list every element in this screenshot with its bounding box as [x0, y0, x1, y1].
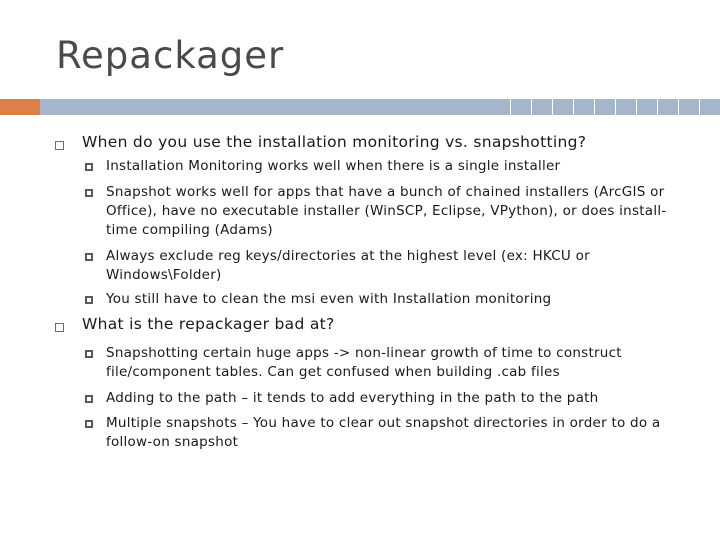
section-heading: When do you use the installation monitoring vs. snapshotting?	[82, 133, 587, 151]
bullet-line: Snapshot works well for apps that have a bunch of chained installers (ArcGIS or	[106, 184, 665, 200]
bullet-line: follow-on snapshot	[106, 434, 239, 450]
bullet-line: You still have to clean the msi even with Installation monitoring	[106, 291, 552, 307]
accent-cell	[636, 99, 657, 115]
accent-cell	[594, 99, 615, 115]
hollow-square-bullet-icon	[55, 141, 64, 150]
bullet-line: Multiple snapshots – You have to clear out snapshot directories in order to do a	[106, 415, 661, 431]
title-accent-bar-orange	[0, 99, 40, 115]
bullet-line: Adding to the path – it tends to add everything in the path to the path	[106, 390, 599, 406]
bullet-line: Office), have no executable installer (WinSCP, Eclipse, VPython), or does install-	[106, 203, 667, 219]
bullet-line: Snapshotting certain huge apps -> non-linear growth of time to construct	[106, 345, 622, 361]
accent-cell	[531, 99, 552, 115]
accent-cell	[678, 99, 699, 115]
accent-cell	[510, 99, 531, 115]
accent-bar-cells	[510, 99, 720, 115]
accent-cell	[657, 99, 678, 115]
accent-cell	[615, 99, 636, 115]
square-bullet-icon	[85, 296, 93, 304]
bullet-line: Always exclude reg keys/directories at the highest level (ex: HKCU or	[106, 248, 590, 264]
square-bullet-icon	[85, 189, 93, 197]
accent-cell	[573, 99, 594, 115]
square-bullet-icon	[85, 253, 93, 261]
accent-cell	[552, 99, 573, 115]
accent-cell	[699, 99, 720, 115]
bullet-line: time compiling (Adams)	[106, 222, 273, 238]
section-heading: What is the repackager bad at?	[82, 315, 335, 333]
hollow-square-bullet-icon	[55, 323, 64, 332]
square-bullet-icon	[85, 395, 93, 403]
bullet-line: Installation Monitoring works well when there is a single installer	[106, 158, 561, 174]
bullet-line: Windows\Folder)	[106, 267, 222, 283]
square-bullet-icon	[85, 350, 93, 358]
bullet-line: file/component tables. Can get confused when building .cab files	[106, 364, 560, 380]
square-bullet-icon	[85, 163, 93, 171]
square-bullet-icon	[85, 420, 93, 428]
title-accent-bar-blue	[40, 99, 720, 115]
slide-title: Repackager	[56, 34, 285, 77]
